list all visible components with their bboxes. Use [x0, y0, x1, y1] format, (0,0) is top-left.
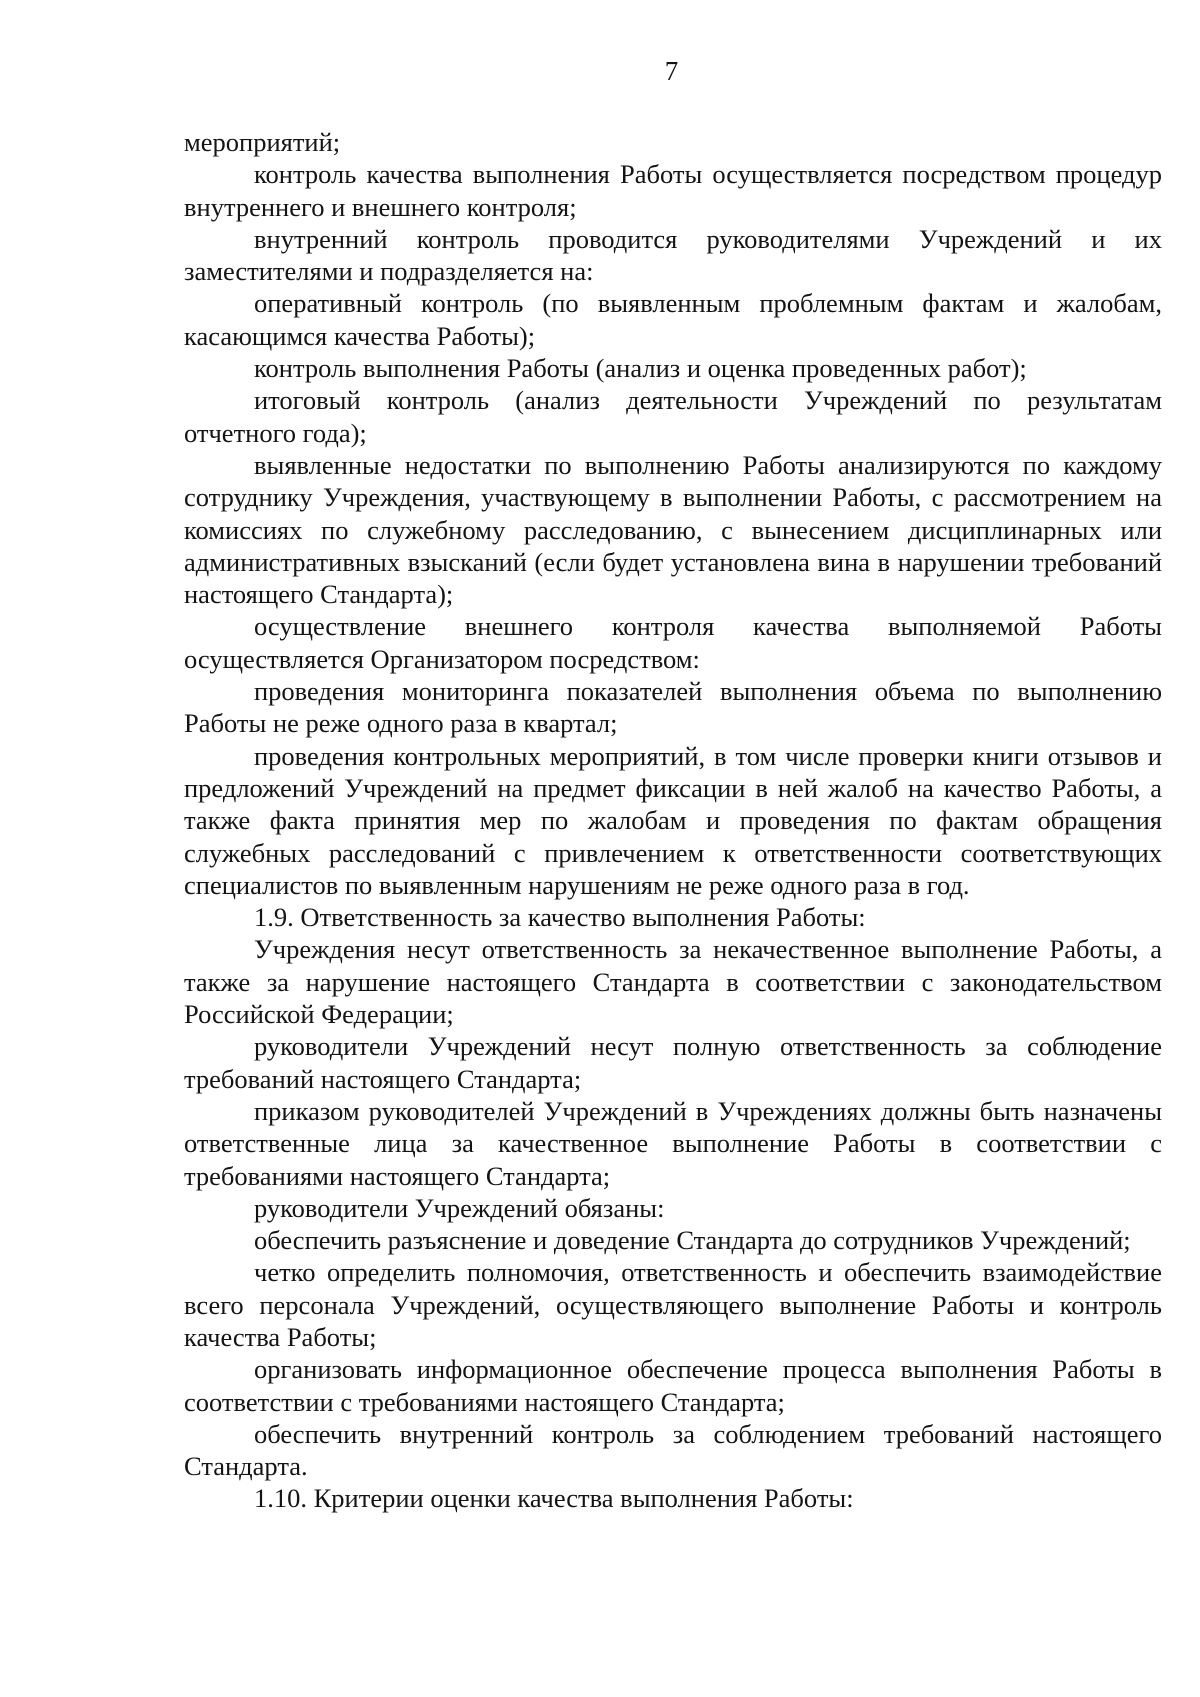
paragraph: руководители Учреждений обязаны:: [254, 1192, 665, 1223]
paragraph: итоговый контроль (анализ деятельности Учреждений по результатам отчетного года);: [184, 385, 1162, 448]
page-number: 7: [664, 56, 679, 86]
paragraph: организовать информационное обеспечение процесса выполнения Работы в соответствии с требованиями настоящего Стандарта;: [184, 1354, 1162, 1417]
paragraph: четко определить полномочия, ответственность и обеспечить взаимодействие всего персонала Учреждений, осуществляющего выполнение Работы и контроль качества Работы;: [184, 1257, 1162, 1352]
paragraph: выявленные недостатки по выполнению Работы анализируются по каждому сотруднику Учреждения, участвующему в выполнении Работы, с рассмотрением на комиссиях по служебному расследованию, с вынесением дисциплинарных или административных взысканий (если будет установлена вина в нарушении требований настоящего Стандарта);: [184, 449, 1162, 610]
paragraph: осуществление внешнего контроля качества выполняемой Работы осуществляется Организатором посредством:: [184, 611, 1162, 674]
paragraph: проведения мониторинга показателей выполнения объема по выполнению Работы не реже одного раза в квартал;: [184, 676, 1162, 739]
document-body: [184, 126, 1162, 1515]
section-heading-1-10: 1.10. Критерии оценки качества выполнения Работы:: [254, 1483, 854, 1514]
paragraph: контроль качества выполнения Работы осуществляется посредством процедур внутреннего и внешнего контроля;: [184, 159, 1162, 222]
paragraph: обеспечить разъяснение и доведение Стандарта до сотрудников Учреждений;: [254, 1225, 1131, 1256]
paragraph: проведения контрольных мероприятий, в том числе проверки книги отзывов и предложений Учреждений на предмет фиксации в ней жалоб на качество Работы, а также факта принятия мер по жалобам и проведения по фактам обращения служебных расследований с привлечением к ответственности соответствующих специалистов по выявленным нарушениям не реже одного раза в год.: [184, 740, 1162, 900]
paragraph: руководители Учреждений несут полную ответственность за соблюдение требований настоящего Стандарта;: [184, 1031, 1162, 1094]
paragraph: Учреждения несут ответственность за некачественное выполнение Работы, а также за нарушение настоящего Стандарта в соответствии с законодательством Российской Федерации;: [184, 934, 1162, 1030]
paragraph: приказом руководителей Учреждений в Учреждениях должны быть назначены ответственные лица за качественное выполнение Работы в соответствии с требованиями настоящего Стандарта;: [184, 1095, 1162, 1191]
paragraph: мероприятий;: [184, 127, 341, 157]
paragraph: оперативный контроль (по выявленным проблемным фактам и жалобам, касающимся качества Работы);: [184, 288, 1162, 351]
paragraph: контроль выполнения Работы (анализ и оценка проведенных работ);: [254, 353, 1027, 384]
paragraph: внутренний контроль проводится руководителями Учреждений и их заместителями и подразделяется на:: [184, 223, 1162, 287]
section-heading-1-9: 1.9. Ответственность за качество выполнения Работы:: [254, 902, 866, 933]
paragraph: обеспечить внутренний контроль за соблюдением требований настоящего Стандарта.: [184, 1418, 1162, 1482]
